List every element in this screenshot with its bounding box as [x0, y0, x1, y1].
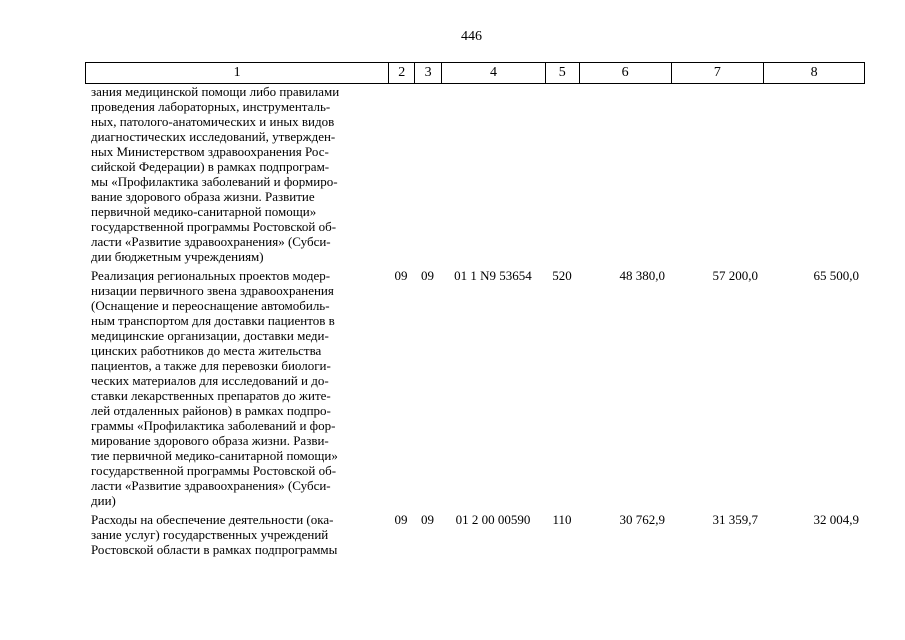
cell-amount-1 [579, 84, 671, 268]
cell-section [388, 84, 414, 268]
table-body [85, 84, 865, 572]
cell-amount-3: 65 500,0 [813, 268, 859, 283]
cell-amount-2 [671, 84, 764, 268]
cell-target-article: 01 2 00 00590 [455, 512, 531, 527]
cell-amount-2: 31 359,7 [712, 512, 758, 527]
cell-amount-3: 32 004,9 [813, 512, 859, 527]
column-header-8: 8 [763, 63, 864, 83]
cell-amount-3 [764, 84, 865, 268]
cell-amount-2: 57 200,0 [712, 268, 758, 283]
column-header-4: 4 [441, 63, 545, 83]
cell-target-article: 01 1 N9 53654 [454, 268, 532, 283]
column-header-3: 3 [414, 63, 441, 83]
column-header-1: 1 [233, 65, 241, 80]
cell-amount-1: 48 380,0 [619, 268, 665, 283]
row-description: Реализация региональных проектов модер- низации первичного звена здравоохранения (Оснащение и переоснащение автомобиль- ным транспортом для доставки пациентов в медицинские организации, доставки меди- цинских работников до места жительства пациентов, а также для перевозки биологи- ческих материалов для исследований и до- ставки лекарственных препаратов до жите- лей отдаленных районов) в рамках подпро- граммы «Профилактика заболеваний и фор- мирование здорового образа жизни. Разви- тие первичной медико-санитарной помощи» государственной программы Ростовской об- ласти «Развитие здравоохранения» (Субси- дии) [91, 268, 338, 508]
table-row [85, 268, 865, 512]
cell-expense-type: 520 [552, 268, 572, 283]
column-header-7: 7 [671, 63, 764, 83]
cell-expense-type: 110 [552, 512, 572, 527]
cell-subsection: 09 [421, 268, 434, 283]
table-row [85, 84, 865, 268]
column-header-5: 5 [545, 63, 579, 83]
row-description: Расходы на обеспечение деятельности (ока- зание услуг) государственных учреждений Ростовской области в рамках подпрограммы [91, 512, 338, 557]
cell-amount-1: 30 762,9 [619, 512, 665, 527]
cell-subsection: 09 [421, 512, 434, 527]
cell-section: 09 [394, 512, 408, 527]
cell-subsection [414, 84, 441, 268]
table-header [85, 62, 865, 84]
cell-expense-type [545, 84, 579, 268]
cell-section: 09 [394, 268, 408, 283]
page-number: 446 [461, 29, 482, 44]
column-header-2: 2 [388, 63, 414, 83]
table-row [85, 512, 865, 572]
column-header-6: 6 [579, 63, 671, 83]
cell-target-article [441, 84, 545, 268]
row-description: зания медицинской помощи либо правилами проведения лабораторных, инструменталь- ных, патолого-анатомических и иных видов диагностических исследований, утвержден- ных Министерством здравоохранения Рос- сийской Федерации) в рамках подпрограм- мы «Профилактика заболеваний и формиро- вание здорового образа жизни. Развитие первичной медико-санитарной помощи» государственной программы Ростовской об- ласти «Развитие здравоохранения» (Субси- дии бюджетным учреждениям) [91, 84, 340, 264]
